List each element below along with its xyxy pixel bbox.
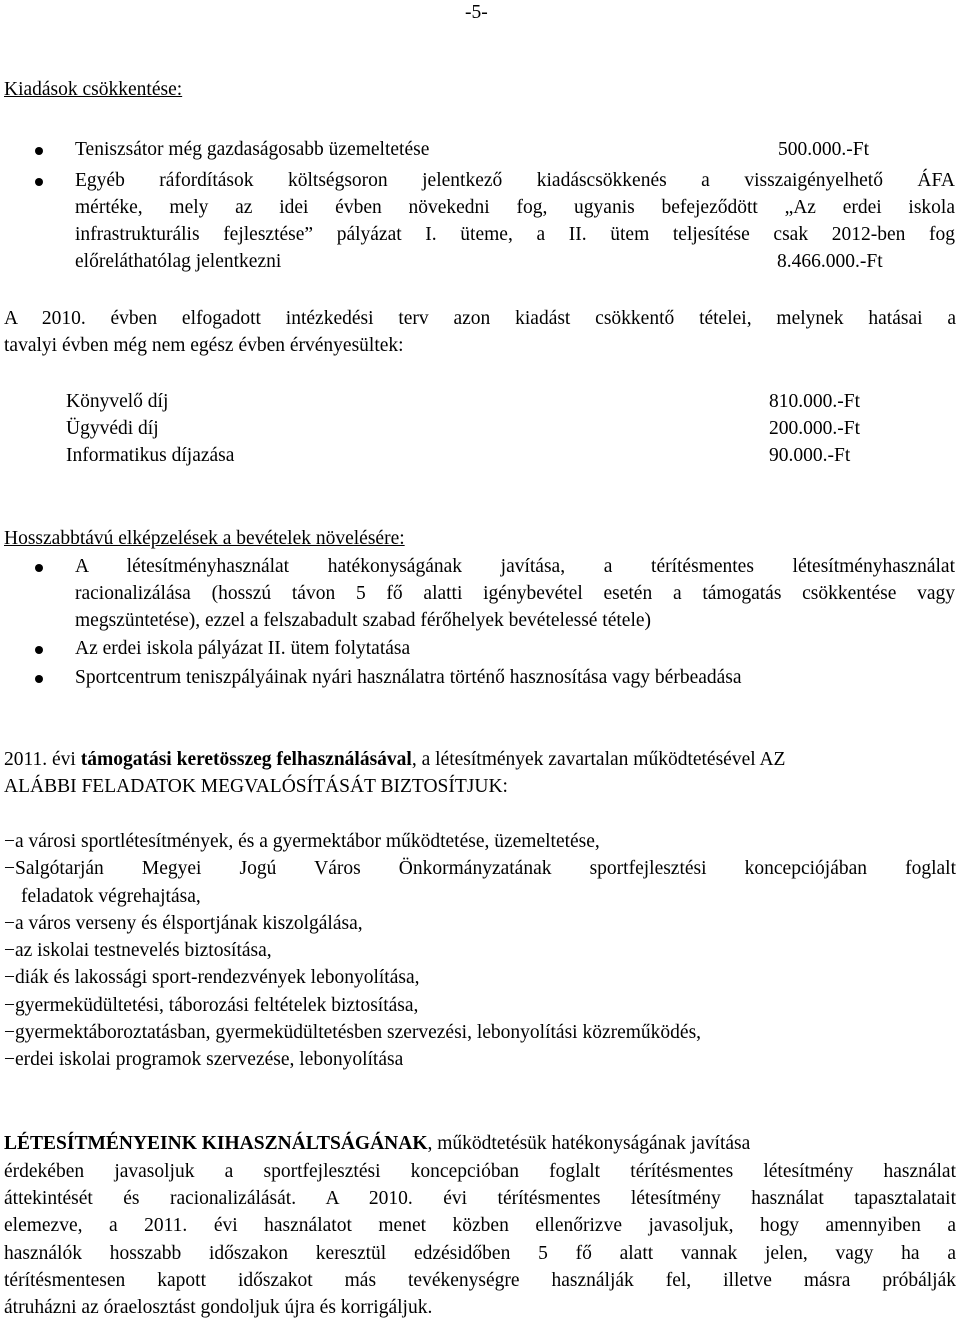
amount: 8.466.000.-Ft [777, 251, 883, 272]
bullet [35, 178, 43, 186]
paragraph-line [4, 1133, 956, 1155]
paragraph-line: áttekintését és racionalizálását. A 2010. évi térítésmentes létesítmény használat tapasztalatait [4, 1188, 956, 1209]
paragraph-line [4, 749, 956, 771]
bullet [35, 675, 43, 683]
bullet [35, 646, 43, 654]
fee-label: Ügyvédi díj [66, 418, 159, 439]
task-item: −a város verseny és élsportjának kiszolgálása, [4, 913, 363, 934]
text-span: 2011. évi [4, 749, 81, 770]
fee-label: Könyvelő díj [66, 391, 169, 412]
paragraph-line: tavalyi évben még nem egész évben érvényesültek: [4, 335, 404, 356]
list-item-line: Egyéb ráfordítások költségsoron jelentkező kiadáscsökkenés a visszaigényelhető ÁFA [75, 170, 955, 191]
task-item: −gyermeküdültetési, táborozási feltételek biztosítása, [4, 995, 419, 1016]
text-span: , a létesítmények zavartalan működtetésével AZ [411, 749, 786, 770]
bullet [35, 147, 43, 155]
bold-text: LÉTESÍTMÉNYEINK KIHASZNÁLTSÁGÁNAK [4, 1133, 428, 1154]
line-start [4, 1133, 750, 1155]
task-item: −gyermektáboroztatásban, gyermeküdültetésben szervezési, lebonyolítási közreműködés, [4, 1022, 702, 1043]
list-item-text: Teniszsátor még gazdaságosabb üzemeltetése [75, 139, 430, 160]
task-item-continuation: feladatok végrehajtása, [21, 886, 201, 907]
list-item-line: előreláthatólag jelentkezni [75, 251, 282, 272]
fee-amount: 810.000.-Ft [769, 391, 861, 412]
fee-amount: 200.000.-Ft [769, 418, 861, 439]
paragraph-line: elemezve, a 2011. évi használatot menet közben ellenőrizve javasoljuk, hogy amennyiben a [4, 1215, 956, 1236]
page-number: -5- [465, 2, 488, 23]
paragraph-line: ALÁBBI FELADATOK MEGVALÓSÍTÁSÁT BIZTOSÍTJUK: [4, 776, 508, 797]
paragraph-line: A 2010. évben elfogadott intézkedési terv azon kiadást csökkentő tételei, melynek hatásai a [4, 308, 956, 329]
text-span: , működtetésük hatékonyságának javítása [427, 1133, 751, 1154]
section-heading-revenue-plans: Hosszabbtávú elképzelések a bevételek növelésére: [4, 528, 405, 549]
task-item: −erdei iskolai programok szervezése, lebonyolítása [4, 1049, 404, 1070]
list-item-line: A létesítményhasználat hatékonyságának javítása, a térítésmentes létesítményhasználat [75, 556, 955, 577]
task-item: −a városi sportlétesítmények, és a gyermektábor működtetése, üzemeltetése, [4, 831, 600, 852]
list-item-line: mértéke, mely az idei évben növekedni fog, ugyanis befejeződött „Az erdei iskola [75, 197, 955, 218]
list-item-text: Sportcentrum teniszpályáinak nyári használatra történő hasznosítása vagy bérbeadása [75, 667, 742, 688]
paragraph-line: térítésmentesen kapott időszakot más tevékenységre használják fel, illetve másra próbálják [4, 1270, 956, 1291]
bullet [35, 564, 43, 572]
list-item-line: racionalizálása (hosszú távon 5 fő alatti igénybevétel esetén a támogatás csökkentése vagy [75, 583, 955, 604]
list-item-line: infrastrukturális fejlesztése” pályázat I. üteme, a II. ütem teljesítése csak 2012-ben fog [75, 224, 955, 245]
paragraph-line: érdekében javasoljuk a sportfejlesztési koncepcióban foglalt térítésmentes létesítmény használat [4, 1161, 956, 1182]
fee-label: Informatikus díjazása [66, 445, 235, 466]
task-item: −Salgótarján Megyei Jogú Város Önkormányzatának sportfejlesztési koncepciójában foglalt [4, 858, 956, 879]
bold-text: támogatási keretösszeg felhasználásával [80, 749, 412, 770]
list-item-text: Az erdei iskola pályázat II. ütem folytatása [75, 638, 411, 659]
amount: 500.000.-Ft [778, 139, 870, 160]
list-item-line: megszüntetése), ezzel a felszabadult szabad férőhelyek bevételessé tétele) [75, 610, 652, 631]
task-item: −diák és lakossági sport-rendezvények lebonyolítása, [4, 967, 420, 988]
fee-amount: 90.000.-Ft [769, 445, 851, 466]
task-item: −az iskolai testnevelés biztosítása, [4, 940, 272, 961]
section-heading-expense-reduction: Kiadások csökkentése: [4, 79, 183, 100]
paragraph-line: használók hosszabb időszakon keresztül edzésidőben 5 fő alatt vannak jelen, vagy ha a [4, 1243, 956, 1264]
paragraph-line: átruházni az óraelosztást gondoljuk újra és korrigáljuk. [4, 1297, 433, 1318]
